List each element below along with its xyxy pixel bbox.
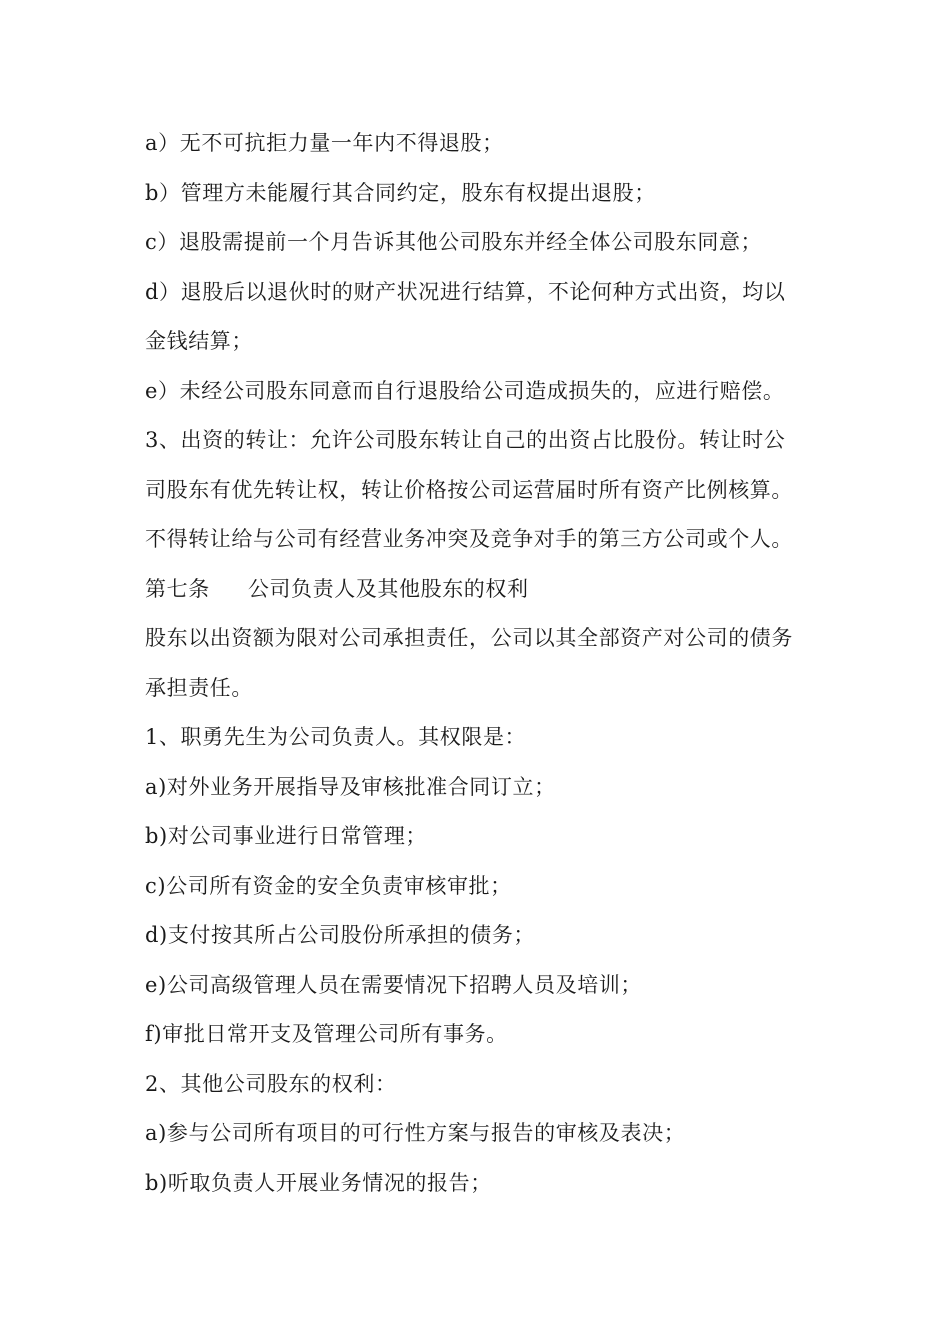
paragraph-line: 2、其他公司股东的权利： xyxy=(145,1071,397,1096)
paragraph-line: 1、职勇先生为公司负责人。其权限是： xyxy=(145,725,527,749)
paragraph-line: b）管理方未能履行其合同约定，股东有权提出退股； xyxy=(145,180,656,205)
paragraph-line: c)公司所有资金的安全负责审核审批； xyxy=(145,873,512,898)
paragraph-line: 不得转让给与公司有经营业务冲突及竞争对手的第三方公司或个人。 xyxy=(145,527,793,551)
paragraph-line: d）退股后以退伙时的财产状况进行结算，不论何种方式出资，均以 xyxy=(145,279,786,304)
paragraph-line: a)参与公司所有项目的可行性方案与报告的审核及表决； xyxy=(145,1121,686,1145)
paragraph-line: 司股东有优先转让权，转让价格按公司运营届时所有资产比例核算。 xyxy=(145,477,793,502)
paragraph-line: c）退股需提前一个月告诉其他公司股东并经全体公司股东同意； xyxy=(145,230,763,254)
paragraph-line: b)对公司事业进行日常管理； xyxy=(145,824,428,848)
paragraph-line: a)对外业务开展指导及审核批准合同订立； xyxy=(145,774,556,799)
paragraph-line: 股东以出资额为限对公司承担责任，公司以其全部资产对公司的债务 xyxy=(145,626,793,650)
paragraph-line: 金钱结算； xyxy=(145,329,253,353)
article-heading xyxy=(145,565,825,615)
paragraph-line: e）未经公司股东同意而自行退股给公司造成损失的，应进行赔偿。 xyxy=(145,378,785,403)
paragraph-line: a）无不可抗拒力量一年内不得退股； xyxy=(145,131,504,155)
paragraph-line: 承担责任。 xyxy=(145,675,253,700)
paragraph-line: d)支付按其所占公司股份所承担的债务； xyxy=(145,923,536,947)
paragraph-line: 3、出资的转让：允许公司股东转让自己的出资占比股份。转让时公 xyxy=(145,428,786,452)
paragraph-line: e)公司高级管理人员在需要情况下招聘人员及培训； xyxy=(145,972,643,997)
article-title: 公司负责人及其他股东的权利 xyxy=(247,576,529,601)
document-body xyxy=(145,119,825,1208)
paragraph-line: f)审批日常开支及管理公司所有事务。 xyxy=(145,1022,508,1046)
article-number: 第七条 xyxy=(145,576,210,601)
paragraph-line: b)听取负责人开展业务情况的报告； xyxy=(145,1170,492,1195)
